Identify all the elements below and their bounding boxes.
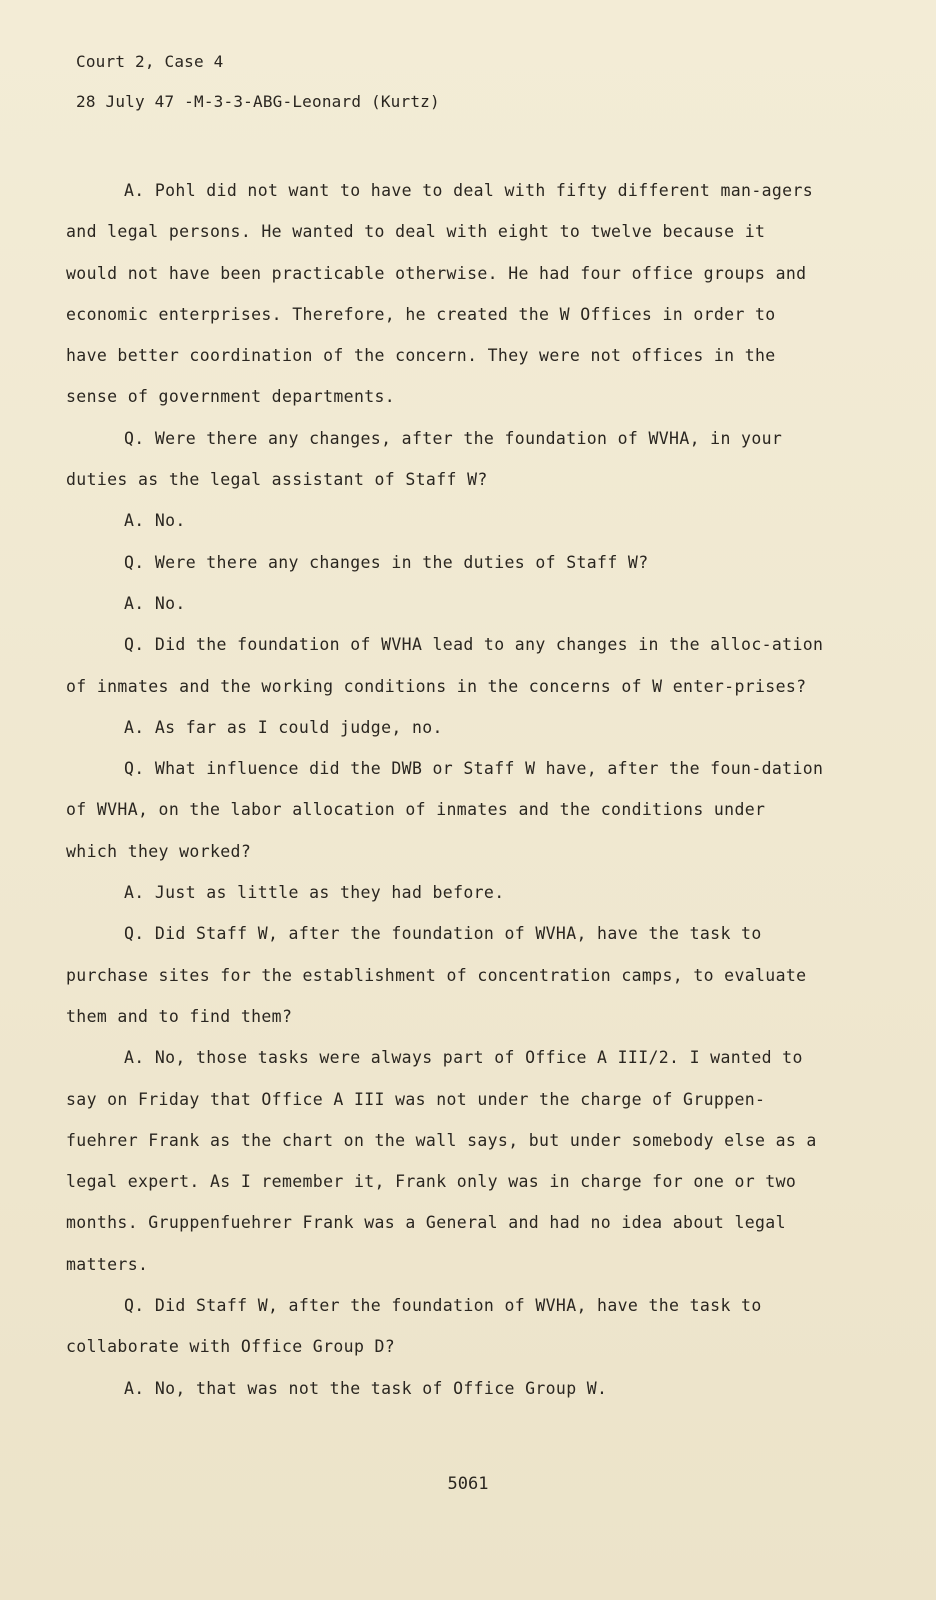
transcript-paragraph: A. Pohl did not want to have to deal with fifty different man-agers and legal persons. He wanted to deal with eight to twelve because it would not have been practicable otherwise. He had four office groups and economic enterprises. Therefore, he created the W Offices in order to have better coordination of the concern. They were not offices in the sense of government departments. xyxy=(66,181,814,407)
transcript-paragraph: Q. Did Staff W, after the foundation of WVHA, have the task to purchase sites for the establishment of concentration camps, to evaluate them and to find them? xyxy=(66,924,807,1026)
transcript-body xyxy=(66,170,826,1409)
transcript-paragraph: A. As far as I could judge, no. xyxy=(124,717,443,737)
transcript-paragraph: A. Just as little as they had before. xyxy=(124,883,505,903)
transcript-paragraph: A. No, that was not the task of Office Group W. xyxy=(124,1378,608,1398)
transcript-paragraph: A. No, those tasks were always part of Office A III/2. I wanted to say on Friday that Office A III was not under the charge of Gruppen-fuehrer Frank as the chart on the wall says, but under somebody else as a legal expert. As I remember it, Frank only was in charge for one or two months. Gruppenfuehrer Frank was a General and had no idea about legal matters. xyxy=(66,1048,817,1274)
transcript-paragraph: A. No. xyxy=(124,511,186,531)
transcript-paragraph: A. No. xyxy=(124,593,186,613)
transcript-paragraph: Q. Did the foundation of WVHA lead to any changes in the alloc-ation of inmates and the working conditions in the concerns of W enter-prises? xyxy=(66,635,824,696)
page-number: 5061 xyxy=(447,1474,489,1494)
session-reference-header: 28 July 47 -M-3-3-ABG-Leonard (Kurtz) xyxy=(76,92,440,111)
transcript-paragraph: Q. What influence did the DWB or Staff W have, after the foun-dation of WVHA, on the labor allocation of inmates and the conditions under which they worked? xyxy=(66,759,824,861)
court-case-header: Court 2, Case 4 xyxy=(76,52,224,71)
transcript-paragraph: Q. Were there any changes, after the foundation of WVHA, in your duties as the legal assistant of Staff W? xyxy=(66,428,783,490)
transcript-paragraph: Q. Did Staff W, after the foundation of WVHA, have the task to collaborate with Office Group D? xyxy=(66,1296,762,1357)
transcript-paragraph: Q. Were there any changes in the duties of Staff W? xyxy=(124,552,649,572)
